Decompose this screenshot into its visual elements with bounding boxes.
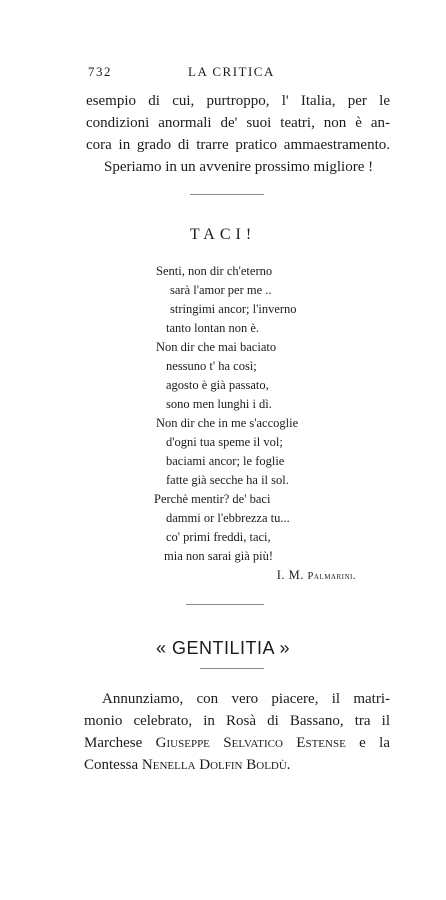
announcement-paragraph bbox=[84, 688, 390, 776]
poem-line: mia non sarai già più! bbox=[164, 549, 273, 563]
title-underline bbox=[200, 668, 264, 669]
poem-line: Senti, non dir ch'eterno bbox=[156, 264, 273, 278]
prose-paragraph bbox=[86, 90, 390, 178]
page-number: 732 bbox=[88, 64, 112, 79]
prose-line: esempio di cui, purtroppo, l' Italia, per le bbox=[86, 93, 390, 109]
poem-line: nessuno t' ha così; bbox=[166, 359, 257, 373]
poem-line: co' primi freddi, taci, bbox=[166, 530, 271, 544]
poem-line: dammi or l'ebbrezza tu... bbox=[166, 511, 290, 525]
signature-name: Palmarini. bbox=[307, 571, 356, 582]
groom-name: Giuseppe Selvatico Estense bbox=[155, 735, 346, 751]
notice-text: Contessa bbox=[84, 757, 142, 773]
notice-line: monio celebrato, in Rosà di Bassano, tra il bbox=[84, 713, 390, 729]
poem-line: Non dir che in me s'accoglie bbox=[156, 416, 299, 430]
poem-signature bbox=[277, 568, 356, 583]
section-title: « GENTILITIA » bbox=[155, 638, 291, 658]
poem-line: Non dir che mai baciato bbox=[156, 340, 277, 354]
poem-line: sarà l'amor per me .. bbox=[170, 283, 272, 297]
notice-line: Annunziamo, con vero piacere, il matri- bbox=[102, 691, 390, 707]
signature-initials: I. M. bbox=[276, 568, 304, 582]
poem-line: tanto lontan non è. bbox=[166, 321, 260, 335]
notice-text: e la bbox=[345, 735, 391, 751]
section-divider bbox=[190, 194, 264, 195]
prose-line: Speriamo in un avvenire prossimo migliore ! bbox=[104, 159, 374, 175]
running-title: LA CRITICA bbox=[188, 64, 275, 79]
poem-title: TACI! bbox=[189, 226, 257, 243]
poem-line: Perchè mentir? de' baci bbox=[154, 492, 271, 506]
poem-line: stringimi ancor; l'inverno bbox=[170, 302, 297, 316]
poem-line: fatte già secche ha il sol. bbox=[166, 473, 289, 487]
poem-line: sono men lunghi i dì. bbox=[166, 397, 272, 411]
prose-line: cora in grado di trarre pratico ammaestramento. bbox=[86, 137, 390, 153]
poem-line: agosto è già passato, bbox=[166, 378, 269, 392]
notice-line bbox=[84, 754, 390, 776]
notice-text: Marchese bbox=[84, 735, 156, 751]
poem-line: baciami ancor; le foglie bbox=[166, 454, 285, 468]
notice-line bbox=[84, 732, 390, 754]
prose-line: condizioni anormali de' suoi teatri, non è an- bbox=[86, 115, 390, 131]
section-divider bbox=[186, 604, 264, 605]
bride-name: Nenella Dolfin Boldù. bbox=[141, 757, 291, 773]
poem-line: d'ogni tua speme il vol; bbox=[166, 435, 283, 449]
